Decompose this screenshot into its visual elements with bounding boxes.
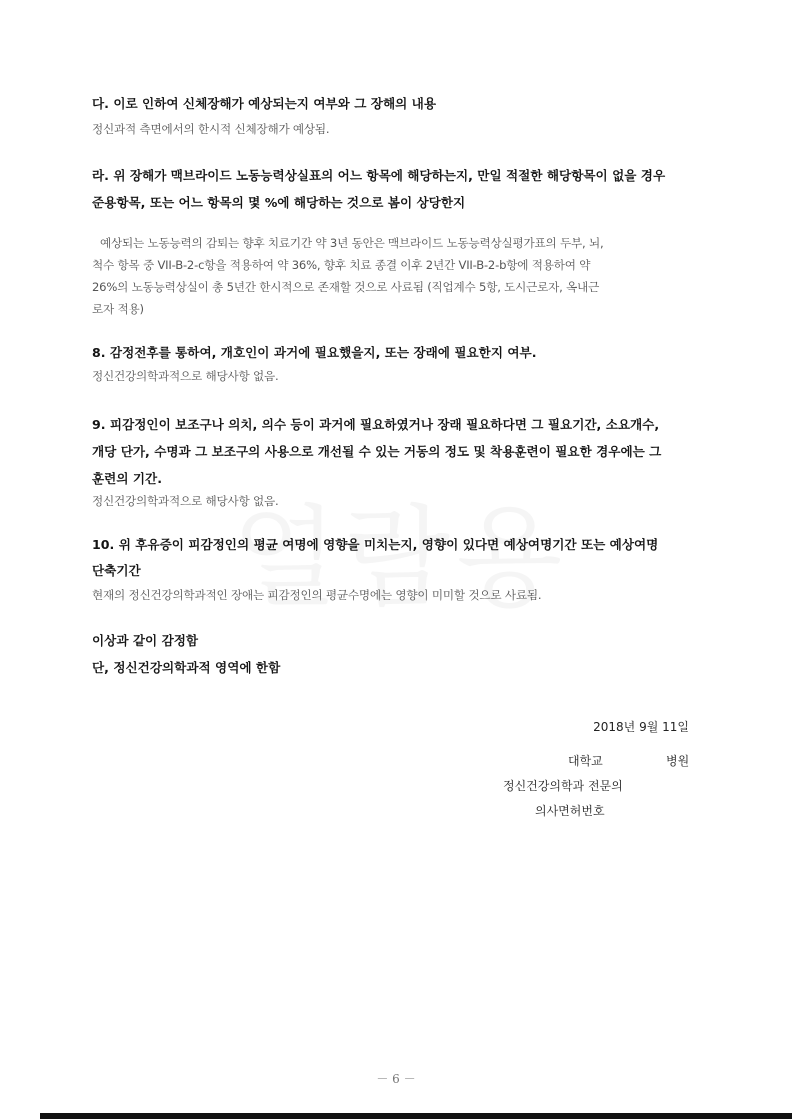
scan-edge-bar [40,1113,792,1119]
signature-department: 정신건강의학과 전문의 [503,779,623,793]
signature-hospital: 병원 [666,754,690,768]
closing-line1: 이상과 같이 감정함 [92,633,199,648]
document-date: 2018년 9월 11일 [593,720,689,734]
section-10-question-line2: 단축기간 [92,563,141,578]
section-9 [92,411,704,512]
section-9-question-line3: 훈련의 기간. [92,471,162,486]
section-9-question-line2: 개당 단가, 수명과 그 보조구의 사용으로 개선될 수 있는 거동의 정도 및 착용훈련이 필요한 경우에는 그 [92,444,662,459]
section-10-question-line1: 10. 위 후유증이 피감정인의 평균 여명에 영향을 미치는지, 영향이 있다면 예상여명기간 또는 예상여명 [92,537,659,552]
section-da-answer: 정신과적 측면에서의 한시적 신체장해가 예상됨. [92,122,330,136]
section-ra-question-line1: 라. 위 장해가 맥브라이드 노동능력상실표의 어느 항목에 해당하는지, 만일 적절한 해당항목이 없을 경우 [92,168,666,183]
section-ra-answer-line4: 로자 적용) [92,302,144,316]
closing-line2: 단, 정신건강의학과적 영역에 한함 [92,660,281,675]
section-ra-answer [92,232,704,320]
section-8-question: 8. 감정전후를 통하여, 개호인이 과거에 필요했을지, 또는 장래에 필요한지 여부. [92,345,537,360]
section-ra-answer-line1: 예상되는 노동능력의 감퇴는 향후 치료기간 약 3년 동안은 맥브라이드 노동능력상실평가표의 두부, 뇌, [100,236,604,250]
page-number: － 6 － [376,1072,416,1086]
section-da-question: 다. 이로 인하여 신체장해가 예상되는지 여부와 그 장해의 내용 [92,96,436,111]
section-10-answer: 현재의 정신건강의학과적인 장애는 피감정인의 평균수명에는 영향이 미미할 것으로 사료됨. [92,588,542,602]
section-8 [92,342,704,387]
section-da [92,93,704,140]
section-9-question-line1: 9. 피감정인이 보조구나 의치, 의수 등이 과거에 필요하였거나 장래 필요하다면 그 필요기간, 소요개수, [92,417,660,432]
signature-license: 의사면허번호 [535,804,605,818]
section-ra [92,162,704,216]
section-ra-answer-line3: 26%의 노동능력상실이 총 5년간 한시적으로 존재할 것으로 사료됨 (직업계수 5항, 도시근로자, 옥내근 [92,280,600,294]
section-9-answer: 정신건강의학과적으로 해당사항 없음. [92,494,279,508]
closing-statement [92,627,392,681]
signature-university: 대학교 [568,754,603,768]
section-ra-question-line2: 준용항목, 또는 어느 항목의 몇 %에 해당하는 것으로 봄이 상당한지 [92,195,466,210]
section-10 [92,532,704,606]
section-ra-answer-line2: 척수 항목 중 VII-B-2-c항을 적용하여 약 36%, 향후 치료 종결 이후 2년간 VII-B-2-b항에 적용하여 약 [92,258,591,272]
section-8-answer: 정신건강의학과적으로 해당사항 없음. [92,369,279,383]
